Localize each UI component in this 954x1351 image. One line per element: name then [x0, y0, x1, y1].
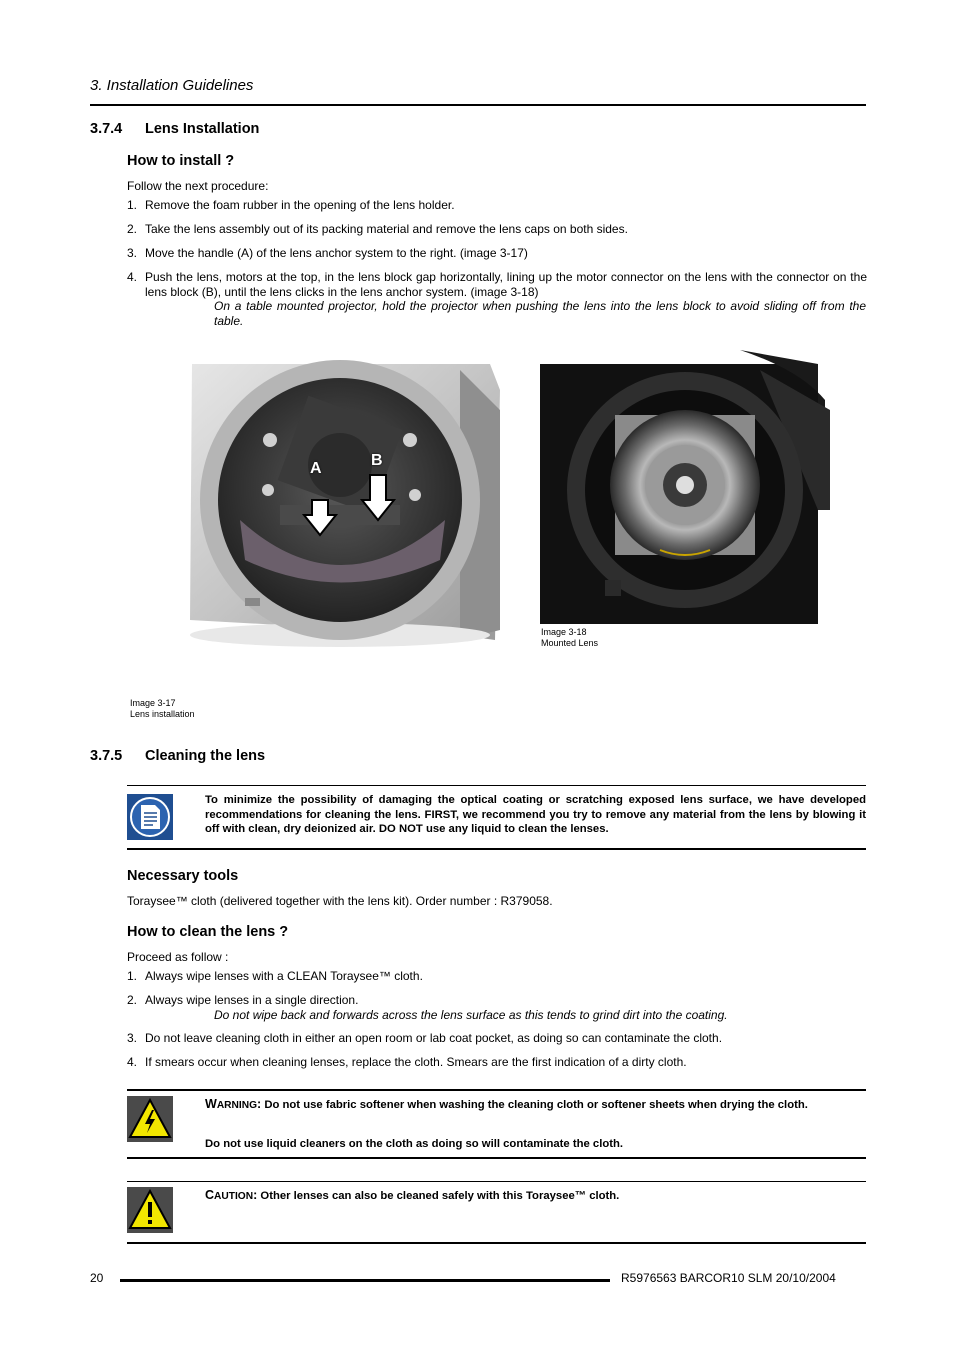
document-icon — [127, 794, 173, 840]
image-3-17-caption: Image 3-17 Lens installation — [130, 698, 195, 719]
clean-intro: Proceed as follow : — [127, 950, 229, 964]
section-number: 3.7.4 — [90, 121, 123, 137]
footer-rule — [120, 1279, 610, 1282]
info-box-top-rule — [127, 785, 866, 786]
necessary-tools-text: Toraysee™ cloth (delivered together with the lens kit). Order number : R379058. — [127, 894, 553, 908]
image-3-18-caption: Image 3-18 Mounted Lens — [541, 627, 599, 648]
warning-box-bottom-rule — [127, 1157, 866, 1159]
high-voltage-warning-icon — [127, 1096, 173, 1142]
warning-text-1: WARNING: Do not use fabric softener when washing the cleaning cloth or softener sheets when drying the cloth. — [205, 1097, 808, 1111]
warning-text-2: Do not use liquid cleaners on the cloth as doing so will contaminate the cloth. — [205, 1138, 624, 1150]
how-to-clean-heading: How to clean the lens ? — [127, 924, 289, 940]
section-title: Lens Installation — [145, 121, 260, 137]
info-box-bottom-rule — [127, 848, 866, 850]
caution-box-bottom-rule — [127, 1242, 866, 1244]
necessary-tools-heading: Necessary tools — [127, 868, 239, 884]
label-a: A — [310, 460, 322, 477]
label-b: B — [371, 452, 383, 469]
how-to-install-heading: How to install ? — [127, 153, 235, 169]
running-header: 3. Installation Guidelines — [90, 77, 254, 94]
warning-label: WARNING: — [205, 1097, 262, 1111]
caution-text: CAUTION: Other lenses can also be cleaned safely with this Toraysee™ cloth. — [205, 1188, 620, 1202]
section-title: Cleaning the lens — [145, 748, 266, 764]
exclamation-caution-icon — [127, 1187, 173, 1233]
header-rule — [90, 104, 866, 106]
caution-label: CAUTION: — [205, 1188, 258, 1202]
page-number: 20 — [90, 1271, 104, 1285]
document-reference: R5976563 BARCOR10 SLM 20/10/2004 — [621, 1271, 836, 1285]
section-heading-3-7-4 — [90, 121, 259, 137]
section-number: 3.7.5 — [90, 748, 123, 764]
caution-box-top-rule — [127, 1181, 866, 1182]
lens-installation-photo — [160, 350, 505, 695]
info-box-text: To minimize the possibility of damaging the optical coating or scratching exposed lens surface, we have developed recommendations for cleaning the lens. FIRST, we recommend you try to remove any material from the lens by blowing it off with clean, dry deionized air. DO NOT use any liquid to clean the lenses. — [205, 794, 866, 835]
install-intro: Follow the next procedure: — [127, 179, 269, 193]
install-note: On a table mounted projector, hold the projector when pushing the lens into the lens block to avoid sliding off from the table. — [214, 299, 866, 328]
clean-note: Do not wipe back and forwards across the lens surface as this tends to grind dirt into the coating. — [214, 1008, 728, 1022]
warning-box-top-rule — [127, 1089, 866, 1091]
mounted-lens-photo — [540, 350, 830, 624]
section-heading-3-7-5 — [90, 748, 265, 764]
